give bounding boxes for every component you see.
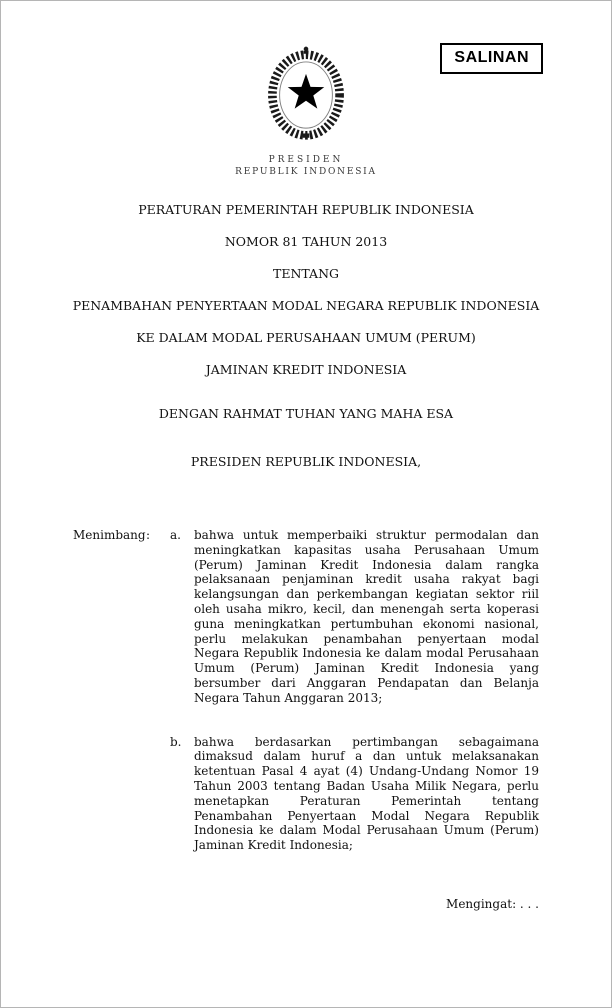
item-marker: a. [170, 528, 181, 542]
considerations-section [73, 528, 539, 853]
title-line-president: PRESIDEN REPUBLIK INDONESIA, [190, 454, 422, 469]
title-line-subject-3: JAMINAN KREDIT INDONESIA [205, 362, 407, 377]
title-line-invocation: DENGAN RAHMAT TUHAN YANG MAHA ESA [158, 406, 454, 421]
title-line-subject-1: PENAMBAHAN PENYERTAAN MODAL NEGARA REPUBLIK INDONESIA [72, 298, 540, 313]
salinan-label: SALINAN [454, 49, 529, 66]
title-line-tentang: TENTANG [272, 266, 339, 281]
menimbang-colon: : [146, 528, 151, 542]
salinan-badge [440, 43, 543, 74]
title-block [37, 202, 575, 486]
consideration-item-b [73, 735, 539, 853]
item-text: bahwa untuk memperbaiki struktur permodalan dan meningkatkan kapasitas usaha Perusahaan Umum (Perum) Jaminan Kredit Indonesia dalam rangka pelaksanaan penjaminan kredit usaha rakyat bagi kelangsungan dan perkembangan kegiatan sektor riil oleh usaha mikro, kecil, dan menengah serta koperasi guna meningkatkan pertumbuhan ekonomi nasional, perlu melakukan penambahan penyertaan modal Negara Republik Indonesia ke dalam modal Perusahaan Umum (Perum) Jaminan Kredit Indonesia yang bersumber dari Anggaran Pendapatan dan Belanja Negara Tahun Anggaran 2013; [194, 528, 539, 705]
letterhead-republik-indonesia: REPUBLIK INDONESIA [235, 167, 377, 177]
continuation-note: Mengingat: . . . [446, 897, 539, 911]
title-line-number: NOMOR 81 TAHUN 2013 [224, 234, 388, 249]
menimbang-label: Menimbang [73, 528, 146, 542]
item-text: bahwa berdasarkan pertimbangan sebagaimana dimaksud dalam huruf a dan untuk melaksanakan ketentuan Pasal 4 ayat (4) Undang-Undang Nomor 19 Tahun 2003 tentang Badan Usaha Milik Negara, perlu menetapkan Peraturan Pemerintah tentang Penambahan Penyertaan Modal Negara Republik Indonesia ke dalam Modal Perusahaan Umum (Perum) Jaminan Kredit Indonesia; [194, 734, 539, 853]
title-line-regulation: PERATURAN PEMERINTAH REPUBLIK INDONESIA [138, 202, 474, 217]
letterhead-presiden: PRESIDEN [268, 155, 344, 165]
consideration-item-a [73, 528, 539, 706]
title-line-subject-2: KE DALAM MODAL PERUSAHAAN UMUM (PERUM) [136, 330, 476, 345]
letterhead [176, 45, 436, 177]
presidential-star-emblem-icon [258, 45, 354, 147]
item-marker: b. [170, 734, 182, 749]
